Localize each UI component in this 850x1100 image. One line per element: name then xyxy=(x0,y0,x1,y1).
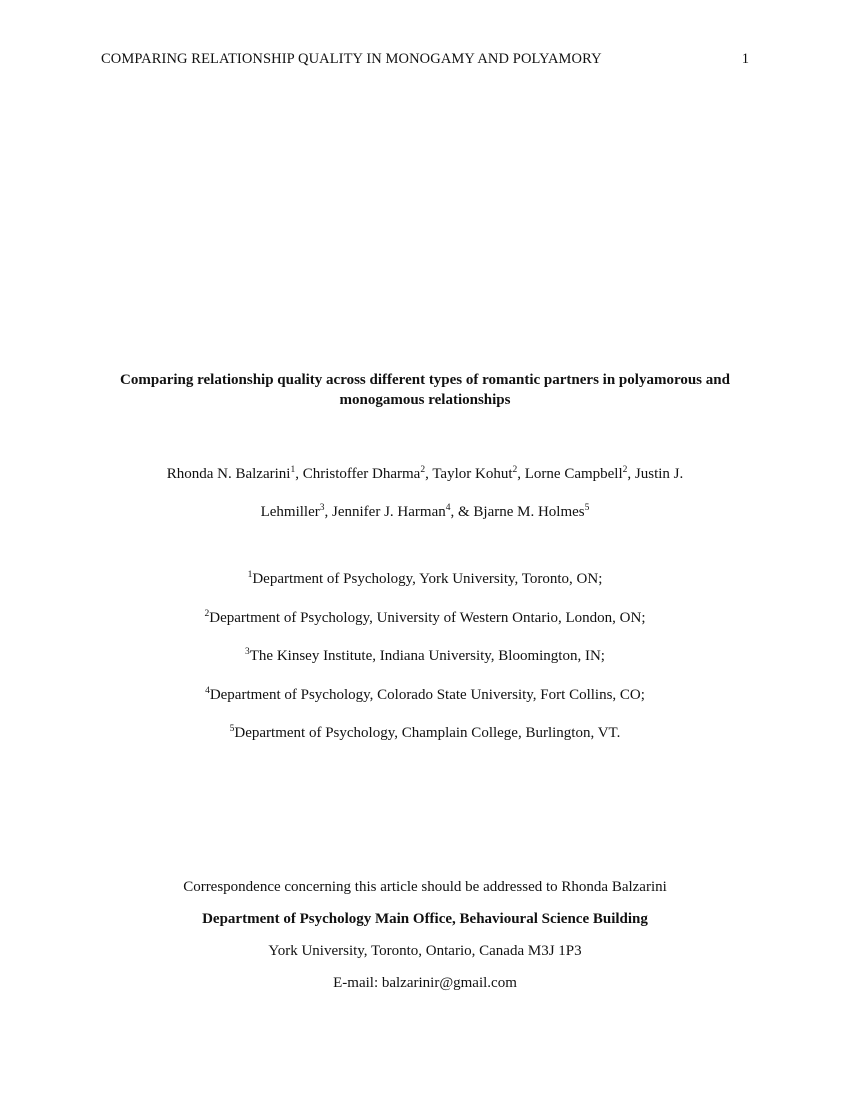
author-name: Lehmiller xyxy=(260,504,320,520)
running-head: COMPARING RELATIONSHIP QUALITY IN MONOGAMY AND POLYAMORY xyxy=(101,51,602,67)
author-name: Christoffer Dharma xyxy=(302,466,421,482)
author-affiliation-mark: 2 xyxy=(622,465,628,475)
correspondence-email: E-mail: balzarinir@gmail.com xyxy=(333,975,517,991)
author-separator: , & xyxy=(450,504,474,520)
affiliation-mark: 4 xyxy=(205,685,210,696)
affiliation-mark: 5 xyxy=(229,724,235,734)
affiliation-item xyxy=(90,608,760,647)
author-affiliation-mark: 1 xyxy=(290,465,296,475)
author-separator: , xyxy=(517,466,525,482)
author-name: Bjarne M. Holmes xyxy=(473,504,585,520)
affiliation-text: Department of Psychology, Champlain College, Burlington, VT. xyxy=(234,725,621,741)
correspondence-intro: Correspondence concerning this article should be addressed to Rhonda Balzarini xyxy=(183,879,667,895)
author-affiliation-mark: 2 xyxy=(512,465,518,475)
affiliation-text: Department of Psychology, Colorado State University, Fort Collins, CO; xyxy=(209,686,645,703)
correspondence-address: York University, Toronto, Ontario, Canada M3J 1P3 xyxy=(268,943,582,959)
author-line-2 xyxy=(90,493,760,531)
author-name: Taylor Kohut xyxy=(432,466,513,482)
author-name: Jennifer J. Harman xyxy=(332,504,446,520)
affiliation-text: Department of Psychology, University of Western Ontario, London, ON; xyxy=(209,609,646,626)
affiliation-text: The Kinsey Institute, Indiana University, Bloomington, IN; xyxy=(249,648,605,664)
author-separator: , xyxy=(627,466,635,482)
page-number: 1 xyxy=(741,51,749,67)
affiliation-item xyxy=(90,646,760,685)
affiliation-item xyxy=(90,723,760,762)
author-affiliation-mark: 2 xyxy=(420,465,426,475)
affiliation-list xyxy=(90,569,760,762)
affiliation-item xyxy=(90,569,760,608)
author-separator: , xyxy=(295,466,303,482)
author-name: Lorne Campbell xyxy=(524,466,623,482)
paper-title: Comparing relationship quality across different types of romantic partners in polyamorous and monogamous relationships xyxy=(120,372,730,408)
affiliation-mark: 2 xyxy=(204,608,210,619)
correspondence-block xyxy=(90,877,760,1005)
affiliation-mark: 3 xyxy=(245,647,250,657)
author-affiliation-mark: 3 xyxy=(319,503,325,513)
correspondence-department: Department of Psychology Main Office, Behavioural Science Building xyxy=(202,911,648,927)
author-separator: , xyxy=(324,504,333,520)
author-separator: , xyxy=(425,466,433,482)
author-list xyxy=(90,455,760,531)
affiliation-mark: 1 xyxy=(247,570,253,580)
author-name: Justin J. xyxy=(634,466,684,482)
author-name: Rhonda N. Balzarini xyxy=(166,466,291,482)
author-affiliation-mark: 5 xyxy=(584,503,590,513)
affiliation-item xyxy=(90,685,760,724)
author-affiliation-mark: 4 xyxy=(445,503,451,513)
affiliation-text: Department of Psychology, York University, Toronto, ON; xyxy=(252,571,603,587)
author-line-1 xyxy=(90,455,760,493)
